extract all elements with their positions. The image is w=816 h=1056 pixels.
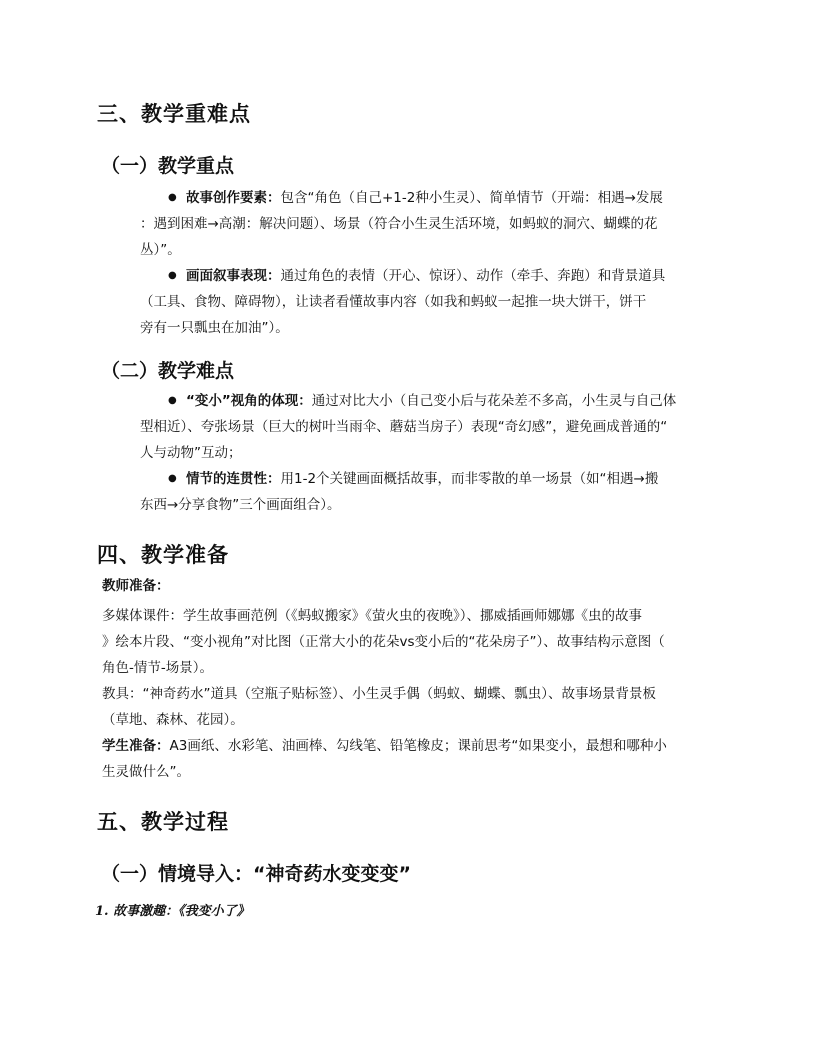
- subsection-difficulties-heading: （二）教学难点: [101, 360, 235, 382]
- bullet-dot-icon: ●: [168, 395, 177, 406]
- bullet-line: （工具、食物、障碍物），让读者看懂故事内容（如我和蚂蚁一起推一块大饼干，饼干: [140, 294, 647, 310]
- bullet-dot-icon: ●: [168, 192, 177, 203]
- subsection-key-points-heading: （一）教学重点: [101, 155, 235, 177]
- bullet-line: ：遇到困难→高潮：解决问题）、场景（符合小生灵生活环境，如蚂蚁的洞穴、蝴蝶的花: [140, 216, 658, 232]
- student-prep-paragraph: 学生准备：A3画纸、水彩笔、油画棒、勾线笔、铅笔橡皮；课前思考“如果变小，最想和哪种小 生灵做什么”。: [102, 738, 667, 780]
- teacher-prep-label: 教师准备：: [102, 578, 170, 594]
- bullet-shrink-perspective: [140, 388, 725, 466]
- bullet-plot-coherence: [140, 466, 725, 518]
- subsection-intro-heading: （一）情境导入：“神奇药水变变变”: [101, 863, 411, 885]
- bullet-line: 情节的连贯性：用1-2个关键画面概括故事，而非零散的单一场景（如“相遇→搬: [186, 471, 659, 487]
- bullet-line: 丛）”。: [140, 242, 181, 258]
- bullet-line: 型相近）、夸张场景（巨大的树叶当雨伞、蘑菇当房子）表现“奇幻感”，避免画成普通的“: [140, 419, 668, 435]
- bullet-story-elements: [140, 185, 725, 263]
- bullet-visual-narrative: [140, 263, 725, 341]
- step-1-heading: 1. 故事激趣：《我变小了》: [95, 904, 250, 919]
- bullet-line: 画面叙事表现：通过角色的表情（开心、惊讶）、动作（牵手、奔跑）和背景道具: [186, 268, 666, 284]
- bullet-line: 人与动物”互动；: [140, 445, 242, 461]
- bullet-line: 旁有一只瓢虫在加油”）。: [140, 320, 289, 336]
- multimedia-paragraph: 多媒体课件：学生故事画范例（《蚂蚁搬家》《萤火虫的夜晚》）、挪威插画师娜娜《虫的故事 》绘本片段、“变小视角”对比图（正常大小的花朵vs变小后的“花朵房子”）、故事结构示意图（ 角色-情节-场景）。: [102, 608, 665, 676]
- section-4-heading: 四、教学准备: [97, 543, 229, 567]
- bullet-dot-icon: ●: [168, 473, 177, 484]
- section-5-heading: 五、教学过程: [97, 810, 229, 834]
- bullet-dot-icon: ●: [168, 270, 177, 281]
- bullet-line: “变小”视角的体现：通过对比大小（自己变小后与花朵差不多高，小生灵与自己体: [186, 393, 677, 409]
- bullet-line: 东西→分享食物”三个画面组合）。: [140, 497, 341, 513]
- section-3-heading: 三、教学重难点: [97, 102, 251, 126]
- teaching-tools-paragraph: 教具：“神奇药水”道具（空瓶子贴标签）、小生灵手偶（蚂蚁、蝴蝶、瓢虫）、故事场景背景板 （草地、森林、花园）。: [102, 686, 656, 728]
- bullet-line: 故事创作要素：包含“角色（自己+1-2种小生灵）、简单情节（开端：相遇→发展: [186, 190, 663, 206]
